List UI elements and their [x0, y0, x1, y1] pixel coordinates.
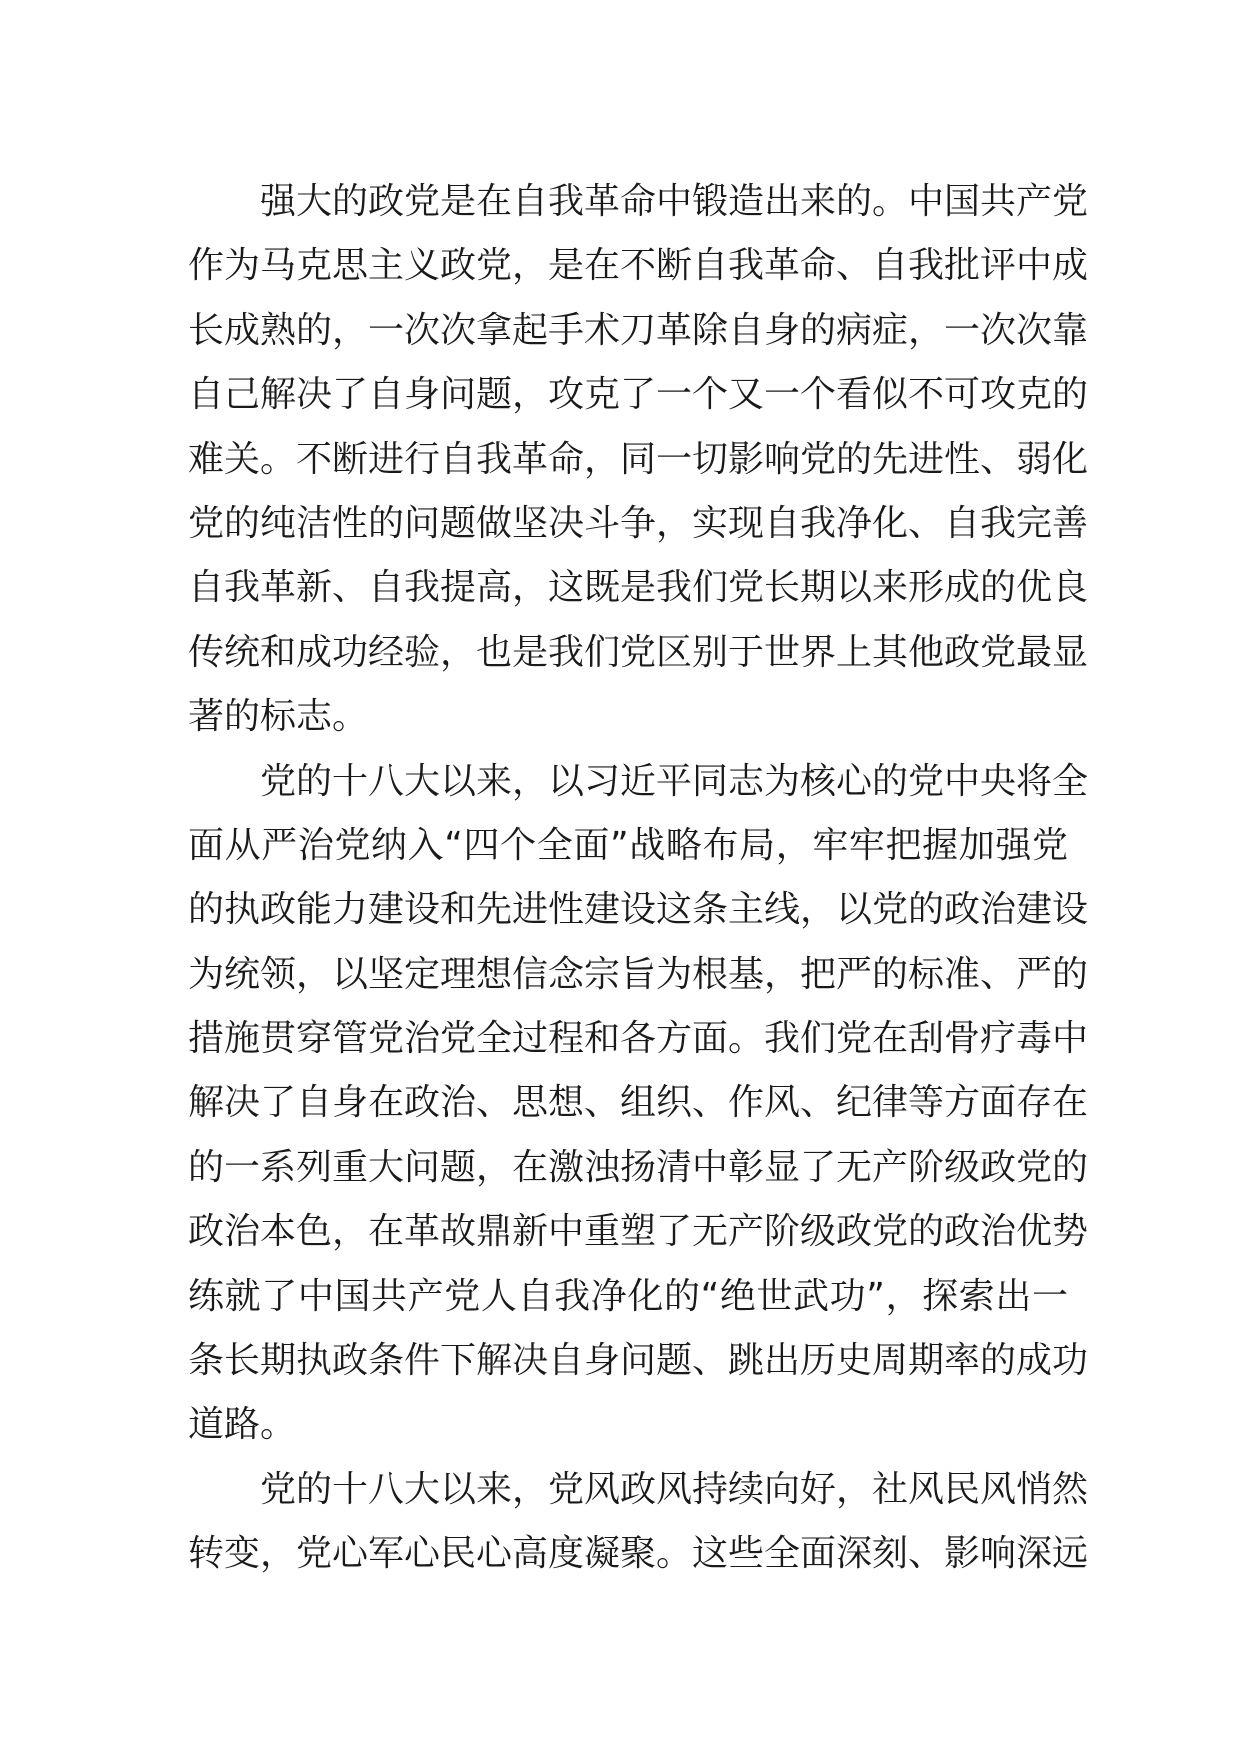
text-line: 的一系列重大问题，在激浊扬清中彰显了无产阶级政党的 [188, 1146, 1089, 1188]
text-line: 难关。不断进行自我革命，同一切影响党的先进性、弱化 [188, 438, 1089, 480]
text-line: 著的标志。 [188, 696, 369, 738]
paragraph-2 [188, 750, 1089, 1458]
text-line: 自己解决了自身问题，攻克了一个又一个看似不可攻克的 [188, 374, 1089, 416]
text-line: 长成熟的，一次次拿起手术刀革除自身的病症，一次次靠 [188, 309, 1089, 351]
text-line: 党的纯洁性的问题做坚决斗争，实现自我净化、自我完善 [188, 502, 1089, 544]
text-line: 党的十八大以来，党风政风持续向好，社风民风悄然 [260, 1468, 1089, 1510]
paragraph-3 [188, 1458, 1089, 1587]
text-line: 强大的政党是在自我革命中锻造出来的。中国共产党 [260, 181, 1089, 222]
text-line: 的执政能力建设和先进性建设这条主线，以党的政治建设 [188, 889, 1089, 931]
text-line: 练就了中国共产党人自我净化的“绝世武功”，探索出一 [188, 1275, 1068, 1317]
text-line: 传统和成功经验，也是我们党区别于世界上其他政党最显 [188, 631, 1089, 673]
text-line: 党的十八大以来，以习近平同志为核心的党中央将全 [260, 760, 1089, 802]
text-line: 措施贯穿管党治党全过程和各方面。我们党在刮骨疗毒中 [188, 1018, 1089, 1060]
text-line: 道路。 [188, 1404, 297, 1446]
text-line: 自我革新、自我提高，这既是我们党长期以来形成的优良 [188, 567, 1089, 609]
text-line: 转变，党心军心民心高度凝聚。这些全面深刻、影响深远 [188, 1533, 1089, 1575]
document-body [188, 170, 1089, 1587]
text-line: 条长期执政条件下解决自身问题、跳出历史周期率的成功 [188, 1340, 1089, 1382]
text-line: 政治本色，在革故鼎新中重塑了无产阶级政党的政治优势 [188, 1211, 1089, 1253]
text-line: 解决了自身在政治、思想、组织、作风、纪律等方面存在 [188, 1082, 1089, 1124]
paragraph-1 [188, 170, 1089, 750]
text-line: 作为马克思主义政党，是在不断自我革命、自我批评中成 [188, 245, 1089, 287]
text-line: 面从严治党纳入“四个全面”战略布局，牢牢把握加强党 [188, 824, 1068, 866]
text-line: 为统领，以坚定理想信念宗旨为根基，把严的标准、严的 [188, 953, 1089, 995]
